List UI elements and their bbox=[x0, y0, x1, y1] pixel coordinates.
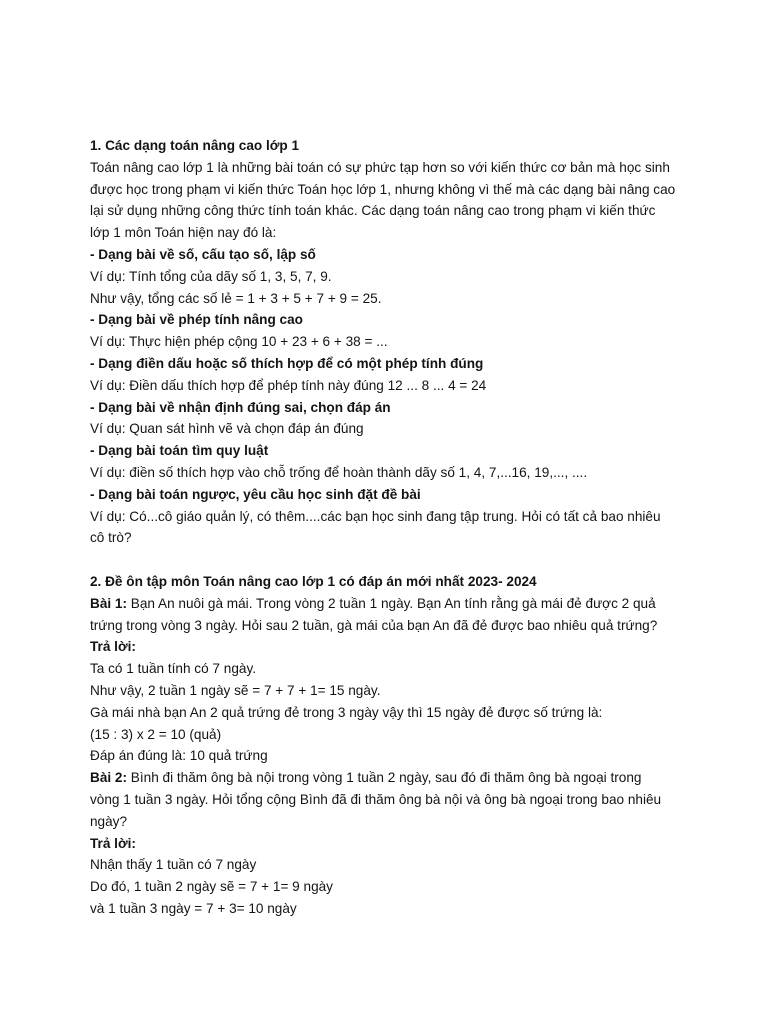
example-line: cô trò? bbox=[90, 530, 132, 546]
intro-line: Toán nâng cao lớp 1 là những bài toán có sự phức tạp hơn so với kiến thức cơ bản mà học sinh bbox=[90, 159, 670, 175]
answer-line: Nhận thấy 1 tuần có 7 ngày bbox=[90, 857, 257, 873]
example-line: Ví dụ: Quan sát hình vẽ và chọn đáp án đúng bbox=[90, 421, 364, 437]
exercise-question-line bbox=[90, 767, 690, 789]
example-line: Ví dụ: Thực hiện phép cộng 10 + 23 + 6 + 38 = ... bbox=[90, 334, 388, 350]
section1-heading: 1. Các dạng toán nâng cao lớp 1 bbox=[90, 138, 300, 153]
intro-line: lại sử dụng những công thức tính toán khác. Các dạng toán nâng cao trong phạm vi kiến thức bbox=[90, 203, 656, 219]
intro-line: được học trong phạm vi kiến thức Toán học lớp 1, nhưng không vì thế mà các dạng bài nâng cao bbox=[90, 181, 676, 197]
exercise-question-line bbox=[90, 593, 690, 615]
answer-line: Đáp án đúng là: 10 quả trứng bbox=[90, 748, 268, 764]
type-heading: - Dạng bài về nhận định đúng sai, chọn đáp án bbox=[90, 399, 391, 415]
document-page bbox=[90, 135, 690, 920]
type-heading: - Dạng điền dấu hoặc số thích hợp để có một phép tính đúng bbox=[90, 355, 484, 371]
answer-line: Ta có 1 tuần tính có 7 ngày. bbox=[90, 661, 257, 677]
exercise-question-line: vòng 1 tuần 3 ngày. Hỏi tổng cộng Bình đã đi thăm ông bà nội và ông bà ngoại trong bao nhiêu bbox=[90, 791, 662, 807]
exercise-question-line: trứng trong vòng 3 ngày. Hỏi sau 2 tuần, gà mái của bạn An đã đẻ được bao nhiêu quả trứng? bbox=[90, 617, 658, 633]
type-heading: - Dạng bài toán ngược, yêu cầu học sinh đặt đề bài bbox=[90, 486, 421, 502]
example-line: Ví dụ: Điền dấu thích hợp để phép tính này đúng 12 ... 8 ... 4 = 24 bbox=[90, 377, 487, 393]
type-heading: - Dạng bài toán tìm quy luật bbox=[90, 443, 269, 459]
example-line: Ví dụ: Có...cô giáo quản lý, có thêm....các bạn học sinh đang tập trung. Hỏi có tất cả bao nhiêu bbox=[90, 508, 661, 524]
answer-line: và 1 tuần 3 ngày = 7 + 3= 10 ngày bbox=[90, 900, 297, 916]
answer-line: Gà mái nhà bạn An 2 quả trứng đẻ trong 3 ngày vậy thì 15 ngày đẻ được số trứng là: bbox=[90, 704, 603, 720]
example-line: Như vậy, tổng các số lẻ = 1 + 3 + 5 + 7 + 9 = 25. bbox=[90, 290, 382, 306]
intro-line: lớp 1 môn Toán hiện nay đó là: bbox=[90, 225, 277, 241]
section2-heading: 2. Đề ôn tập môn Toán nâng cao lớp 1 có đáp án mới nhất 2023- 2024 bbox=[90, 573, 537, 589]
answer-line: (15 : 3) x 2 = 10 (quả) bbox=[90, 726, 222, 742]
exercise-question-text: Bình đi thăm ông bà nội trong vòng 1 tuần 2 ngày, sau đó đi thăm ông bà ngoại trong bbox=[127, 770, 642, 786]
exercise-question-line: ngày? bbox=[90, 813, 128, 829]
example-line: Ví dụ: điền số thích hợp vào chỗ trống để hoàn thành dãy số 1, 4, 7,...16, 19,..., .... bbox=[90, 464, 588, 480]
exercise-label: Bài 1: bbox=[90, 595, 128, 611]
answer-line: Như vậy, 2 tuần 1 ngày sẽ = 7 + 7 + 1= 15 ngày. bbox=[90, 682, 381, 698]
type-heading: - Dạng bài về số, cấu tạo số, lập số bbox=[90, 246, 316, 262]
example-line: Ví dụ: Tính tổng của dãy số 1, 3, 5, 7, 9. bbox=[90, 268, 332, 284]
answer-line: Do đó, 1 tuần 2 ngày sẽ = 7 + 1= 9 ngày bbox=[90, 879, 333, 895]
paragraph-gap bbox=[90, 549, 690, 571]
answer-label: Trả lời: bbox=[90, 835, 136, 851]
type-heading: - Dạng bài về phép tính nâng cao bbox=[90, 312, 303, 328]
exercise-question-text: Bạn An nuôi gà mái. Trong vòng 2 tuần 1 ngày. Bạn An tính rằng gà mái đẻ được 2 quả bbox=[127, 595, 656, 611]
exercise-label: Bài 2: bbox=[90, 770, 128, 786]
answer-label: Trả lời: bbox=[90, 639, 136, 655]
